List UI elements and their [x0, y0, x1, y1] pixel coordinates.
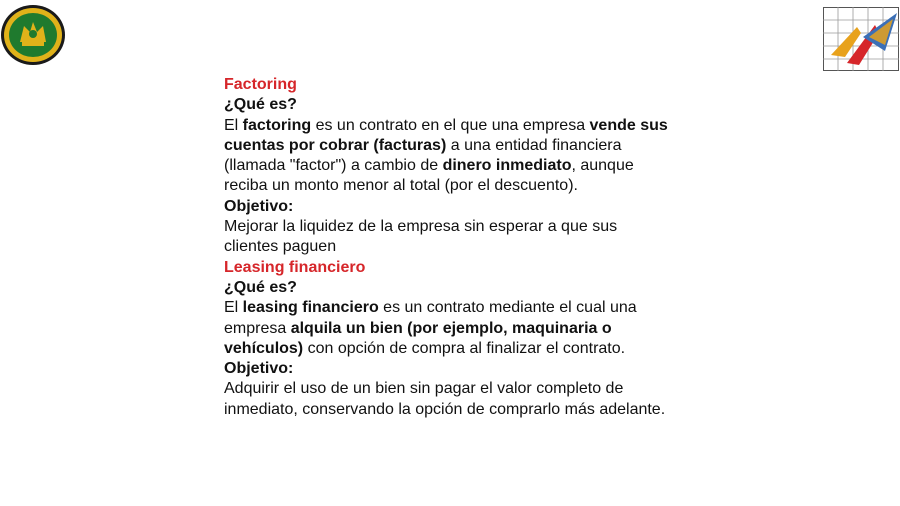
factoring-definition	[224, 116, 674, 197]
def-bold-phrase: dinero inmediato	[442, 157, 572, 175]
def-text: El	[224, 299, 243, 317]
arrow-grid-logo-icon	[823, 7, 899, 71]
def-text: con opción de compra al finalizar el contrato.	[303, 339, 626, 357]
def-bold-term: leasing financiero	[242, 299, 379, 317]
def-text: a una entidad financiera (llamada "factor") a cambio de	[224, 136, 622, 175]
def-text: El	[224, 116, 243, 134]
objetivo-label: Objetivo:	[224, 360, 294, 378]
def-bold-phrase: alquila un bien (por ejemplo, maquinaria o vehículos)	[224, 319, 612, 357]
def-text: es un contrato mediante el cual una empresa	[224, 299, 637, 337]
section-title-leasing: Leasing financiero	[224, 258, 366, 276]
def-bold-phrase: vende sus cuentas por cobrar (facturas)	[224, 116, 668, 154]
que-es-label: ¿Qué es?	[224, 278, 297, 296]
leasing-definition	[224, 298, 674, 359]
objetivo-text: Adquirir el uso de un bien sin pagar el valor completo de inmediato, conservando la opción de comprarlo más adelante.	[224, 380, 666, 418]
def-bold-term: factoring	[242, 116, 312, 134]
def-text: es un contrato en el que una empresa	[311, 116, 590, 134]
university-seal-logo	[0, 4, 66, 66]
def-text: , aunque reciba un monto menor al total (por el descuento).	[224, 157, 634, 195]
main-content	[224, 75, 674, 420]
objetivo-text: Mejorar la liquidez de la empresa sin esperar a que sus clientes paguen	[224, 218, 618, 256]
que-es-label: ¿Qué es?	[224, 96, 297, 114]
objetivo-label: Objetivo:	[224, 197, 294, 215]
section-title-factoring: Factoring	[224, 76, 297, 93]
